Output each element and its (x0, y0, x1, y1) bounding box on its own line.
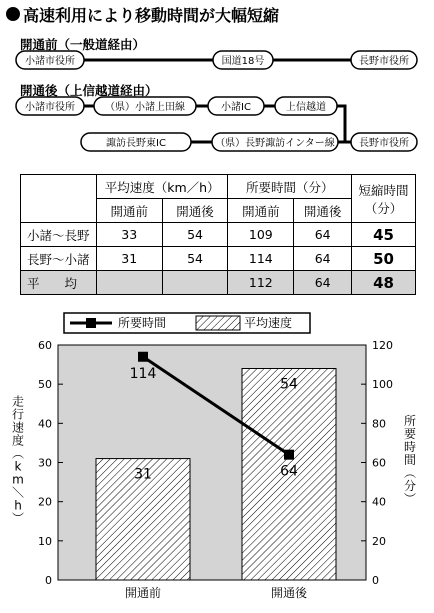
data-table (20, 174, 416, 295)
svg-text:長野市役所: 長野市役所 (359, 138, 409, 149)
legend-bar-label: 平均速度 (244, 316, 293, 330)
legend-line-label: 所要時間 (118, 316, 167, 330)
y-tick-label: 30 (38, 456, 52, 470)
combo-chart (0, 300, 434, 613)
svg-text:（県）長野諏訪インター線: （県）長野諏訪インター線 (215, 138, 335, 149)
line-point (284, 450, 294, 460)
bar-data-label: 54 (280, 376, 298, 393)
y-tick-label: 60 (38, 339, 52, 352)
route-before-label: 開通前（一般道経由） (20, 37, 146, 52)
route-after-node-4 (275, 97, 337, 115)
y2-axis-title: 所要時間︵分︶ (403, 414, 417, 506)
svg-text:小諸市役所: 小諸市役所 (25, 56, 75, 67)
y-tick-label: 0 (45, 574, 52, 587)
cell-time-after: 64 (294, 247, 352, 271)
y2-tick-label: 20 (372, 534, 386, 548)
y-tick-label: 20 (38, 495, 52, 509)
row-label: 小諸～長野 (21, 223, 97, 247)
table-row (21, 223, 416, 247)
y2-tick-label: 60 (372, 456, 386, 470)
route-after-node-1 (16, 97, 84, 115)
header-time-after: 開通後 (294, 199, 352, 223)
cell-time-before: 114 (228, 247, 294, 271)
cell-reduction: 45 (352, 223, 416, 247)
svg-text:諏訪長野東IC: 諏訪長野東IC (106, 138, 166, 149)
route-before-node-3 (351, 51, 417, 69)
route-before-node-1 (16, 51, 84, 69)
y-tick-label: 10 (38, 534, 52, 548)
header-speed-after: 開通後 (162, 199, 228, 223)
cell-speed-after (162, 271, 228, 295)
line-data-label: 114 (129, 365, 157, 382)
row-label: 平 均 (21, 271, 97, 295)
cell-speed-before: 31 (96, 247, 162, 271)
header-speed-before: 開通前 (96, 199, 162, 223)
y-tick-label: 50 (38, 378, 52, 392)
route-after-node-2 (94, 97, 196, 115)
line-data-label: 64 (280, 463, 298, 480)
table-row (21, 247, 416, 271)
line-point (138, 352, 148, 362)
y2-tick-label: 40 (372, 495, 386, 509)
page-title: 高速利用により移動時間が大幅短縮 (23, 5, 280, 25)
route-after-node-5 (81, 133, 191, 151)
y-axis-title: 走行速度︵ k m ＼ h ︶ (11, 394, 25, 526)
cell-speed-after: 54 (162, 247, 228, 271)
y2-tick-label: 80 (372, 417, 386, 431)
bar-data-label: 31 (134, 466, 152, 483)
route-after-node-6 (212, 133, 338, 151)
y2-tick-label: 0 (372, 574, 379, 587)
header-time: 所要時間（分） (228, 175, 352, 199)
cell-time-after: 64 (294, 271, 352, 295)
svg-text:小諸市役所: 小諸市役所 (25, 102, 75, 113)
route-after-label: 開通後（上信越道経由） (20, 83, 158, 98)
row-label: 長野～小諸 (21, 247, 97, 271)
cell-speed-after: 54 (162, 223, 228, 247)
x-tick-label: 開通後 (270, 586, 308, 600)
svg-text:長野市役所: 長野市役所 (359, 56, 409, 67)
table-row-average (21, 271, 416, 295)
table-corner-cell (21, 175, 97, 223)
cell-time-after: 64 (294, 223, 352, 247)
svg-text:（県）小諸上田線: （県）小諸上田線 (105, 102, 185, 113)
cell-reduction: 50 (352, 247, 416, 271)
cell-speed-before: 33 (96, 223, 162, 247)
svg-text:上信越道: 上信越道 (286, 102, 326, 113)
cell-time-before: 109 (228, 223, 294, 247)
route-after-node-3 (208, 97, 264, 115)
y-tick-label: 40 (38, 417, 52, 431)
cell-speed-before (96, 271, 162, 295)
legend-bar-swatch (196, 316, 240, 330)
y2-tick-label: 100 (372, 378, 393, 392)
header-speed: 平均速度（km／h） (96, 175, 228, 199)
route-before-node-2 (213, 51, 273, 69)
cell-reduction: 48 (352, 271, 416, 295)
svg-text:小諸IC: 小諸IC (221, 102, 251, 113)
y2-tick-label: 120 (372, 339, 393, 352)
legend-line-marker (86, 318, 96, 328)
header-time-before: 開通前 (228, 199, 294, 223)
header-reduction: 短縮時間（分） (352, 175, 416, 223)
cell-time-before: 112 (228, 271, 294, 295)
table-header-row-1 (21, 175, 416, 199)
route-after-node-7 (351, 133, 417, 151)
svg-text:国道18号: 国道18号 (221, 56, 265, 67)
x-tick-label: 開通前 (124, 586, 162, 600)
